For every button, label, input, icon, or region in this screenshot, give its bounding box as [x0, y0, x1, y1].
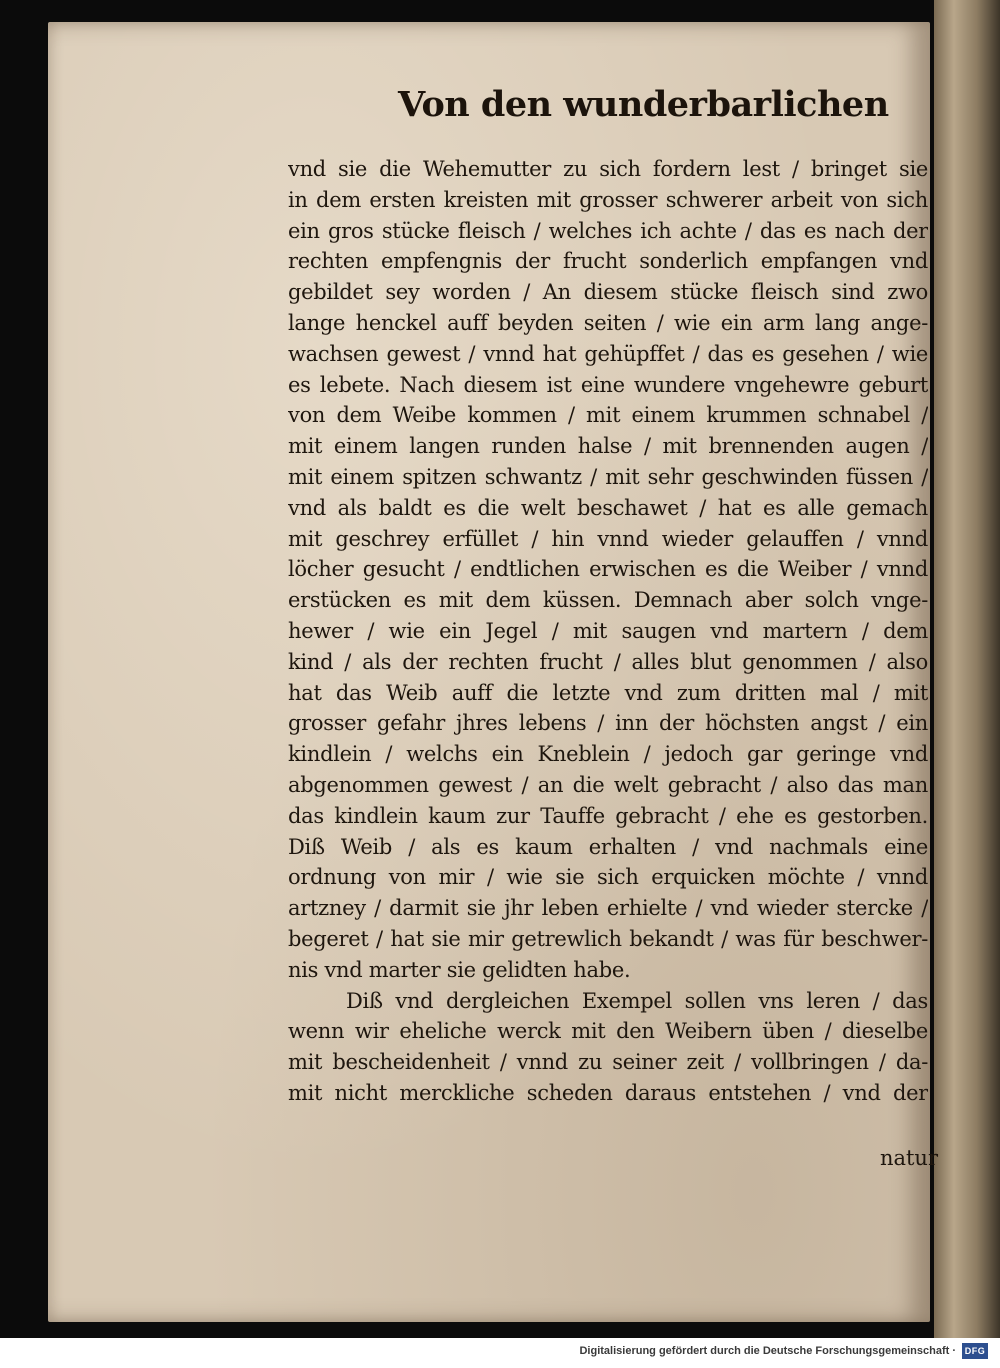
text-line: von dem Weibe kommen / mit einem krummen schnabel / [288, 403, 928, 428]
text-line: in dem ersten kreisten mit grosser schwerer arbeit von sich [288, 187, 928, 212]
text-line: vnd sie die Wehemutter zu sich fordern lest / bringet sie [288, 157, 928, 181]
running-head: Von den wunderbarlichen [398, 84, 889, 125]
text-line: ordnung von mir / wie sie sich erquicken möchte / vnnd [288, 865, 928, 890]
text-line: das kindlein kaum zur Tauffe gebracht / ehe es gestorben. [288, 803, 928, 828]
text-line: grosser gefahr jhres lebens / inn der höchsten angst / ein [288, 711, 928, 736]
text-line: kind / als der rechten frucht / alles blut genommen / also [288, 649, 928, 674]
text-line: hewer / wie ein Jegel / mit saugen vnd martern / dem [288, 618, 928, 643]
text-line: mit geschrey erfüllet / hin vnnd wieder gelauffen / vnnd [288, 526, 928, 551]
text-line: es lebete. Nach diesem ist eine wundere vngehewre geburt [288, 372, 928, 397]
text-line: Diß Weib / als es kaum erhalten / vnd nachmals eine [288, 834, 928, 859]
text-line: gebildet sey worden / An diesem stücke fleisch sind zwo [288, 280, 928, 305]
catchword: natur [879, 1146, 938, 1170]
text-line: löcher gesucht / endtlichen erwischen es die Weiber / vnnd [288, 557, 928, 582]
text-line: kindlein / welchs ein Kneblein / jedoch gar geringe vnd [288, 742, 928, 767]
text-line: hat das Weib auff die letzte vnd zum dritten mal / mit [288, 680, 928, 705]
text-line: mit einem langen runden halse / mit brennenden augen / [288, 434, 928, 459]
footer-bar [0, 1338, 1000, 1368]
text-line: abgenommen gewest / an die welt gebracht / also das man [288, 772, 928, 797]
text-line: Diß vnd dergleichen Exempel sollen vns leren / das [346, 988, 928, 1013]
text-line: mit einem spitzen schwantz / mit sehr geschwinden füssen / [288, 464, 928, 489]
book-page [48, 22, 938, 1322]
text-line: artzney / darmit sie jhr leben erhielte / vnd wieder stercke / [288, 896, 928, 921]
next-page-edge [934, 0, 1000, 1338]
funding-note: Digitalisierung gefördert durch die Deutsche Forschungsgemeinschaft · [579, 1345, 956, 1357]
text-line: mit nicht merckliche scheden daraus entstehen / vnd der [288, 1080, 928, 1105]
text-line: rechten empfengnis der frucht sonderlich empfangen vnd [288, 249, 928, 274]
text-line: wenn wir eheliche werck mit den Weibern üben / dieselbe [288, 1019, 928, 1044]
text-line: erstücken es mit dem küssen. Demnach aber solch vnge- [288, 588, 928, 613]
text-line: begeret / hat sie mir getrewlich bekandt / was für beschwer- [288, 926, 928, 951]
text-line: mit bescheidenheit / vnnd zu seiner zeit / vollbringen / da- [288, 1050, 928, 1075]
text-line: wachsen gewest / vnnd hat gehüpffet / das es gesehen / wie [288, 341, 928, 366]
text-line: ein gros stücke fleisch / welches ich achte / das es nach der [288, 218, 928, 243]
dfg-logo: DFG [962, 1343, 988, 1359]
text-line: vnd als baldt es die welt beschawet / hat es alle gemach [288, 495, 928, 520]
text-line: lange henckel auff beyden seiten / wie ein arm lang ange- [288, 310, 928, 335]
text-line: nis vnd marter sie gelidten habe. [288, 957, 631, 982]
body-text [288, 154, 928, 1109]
